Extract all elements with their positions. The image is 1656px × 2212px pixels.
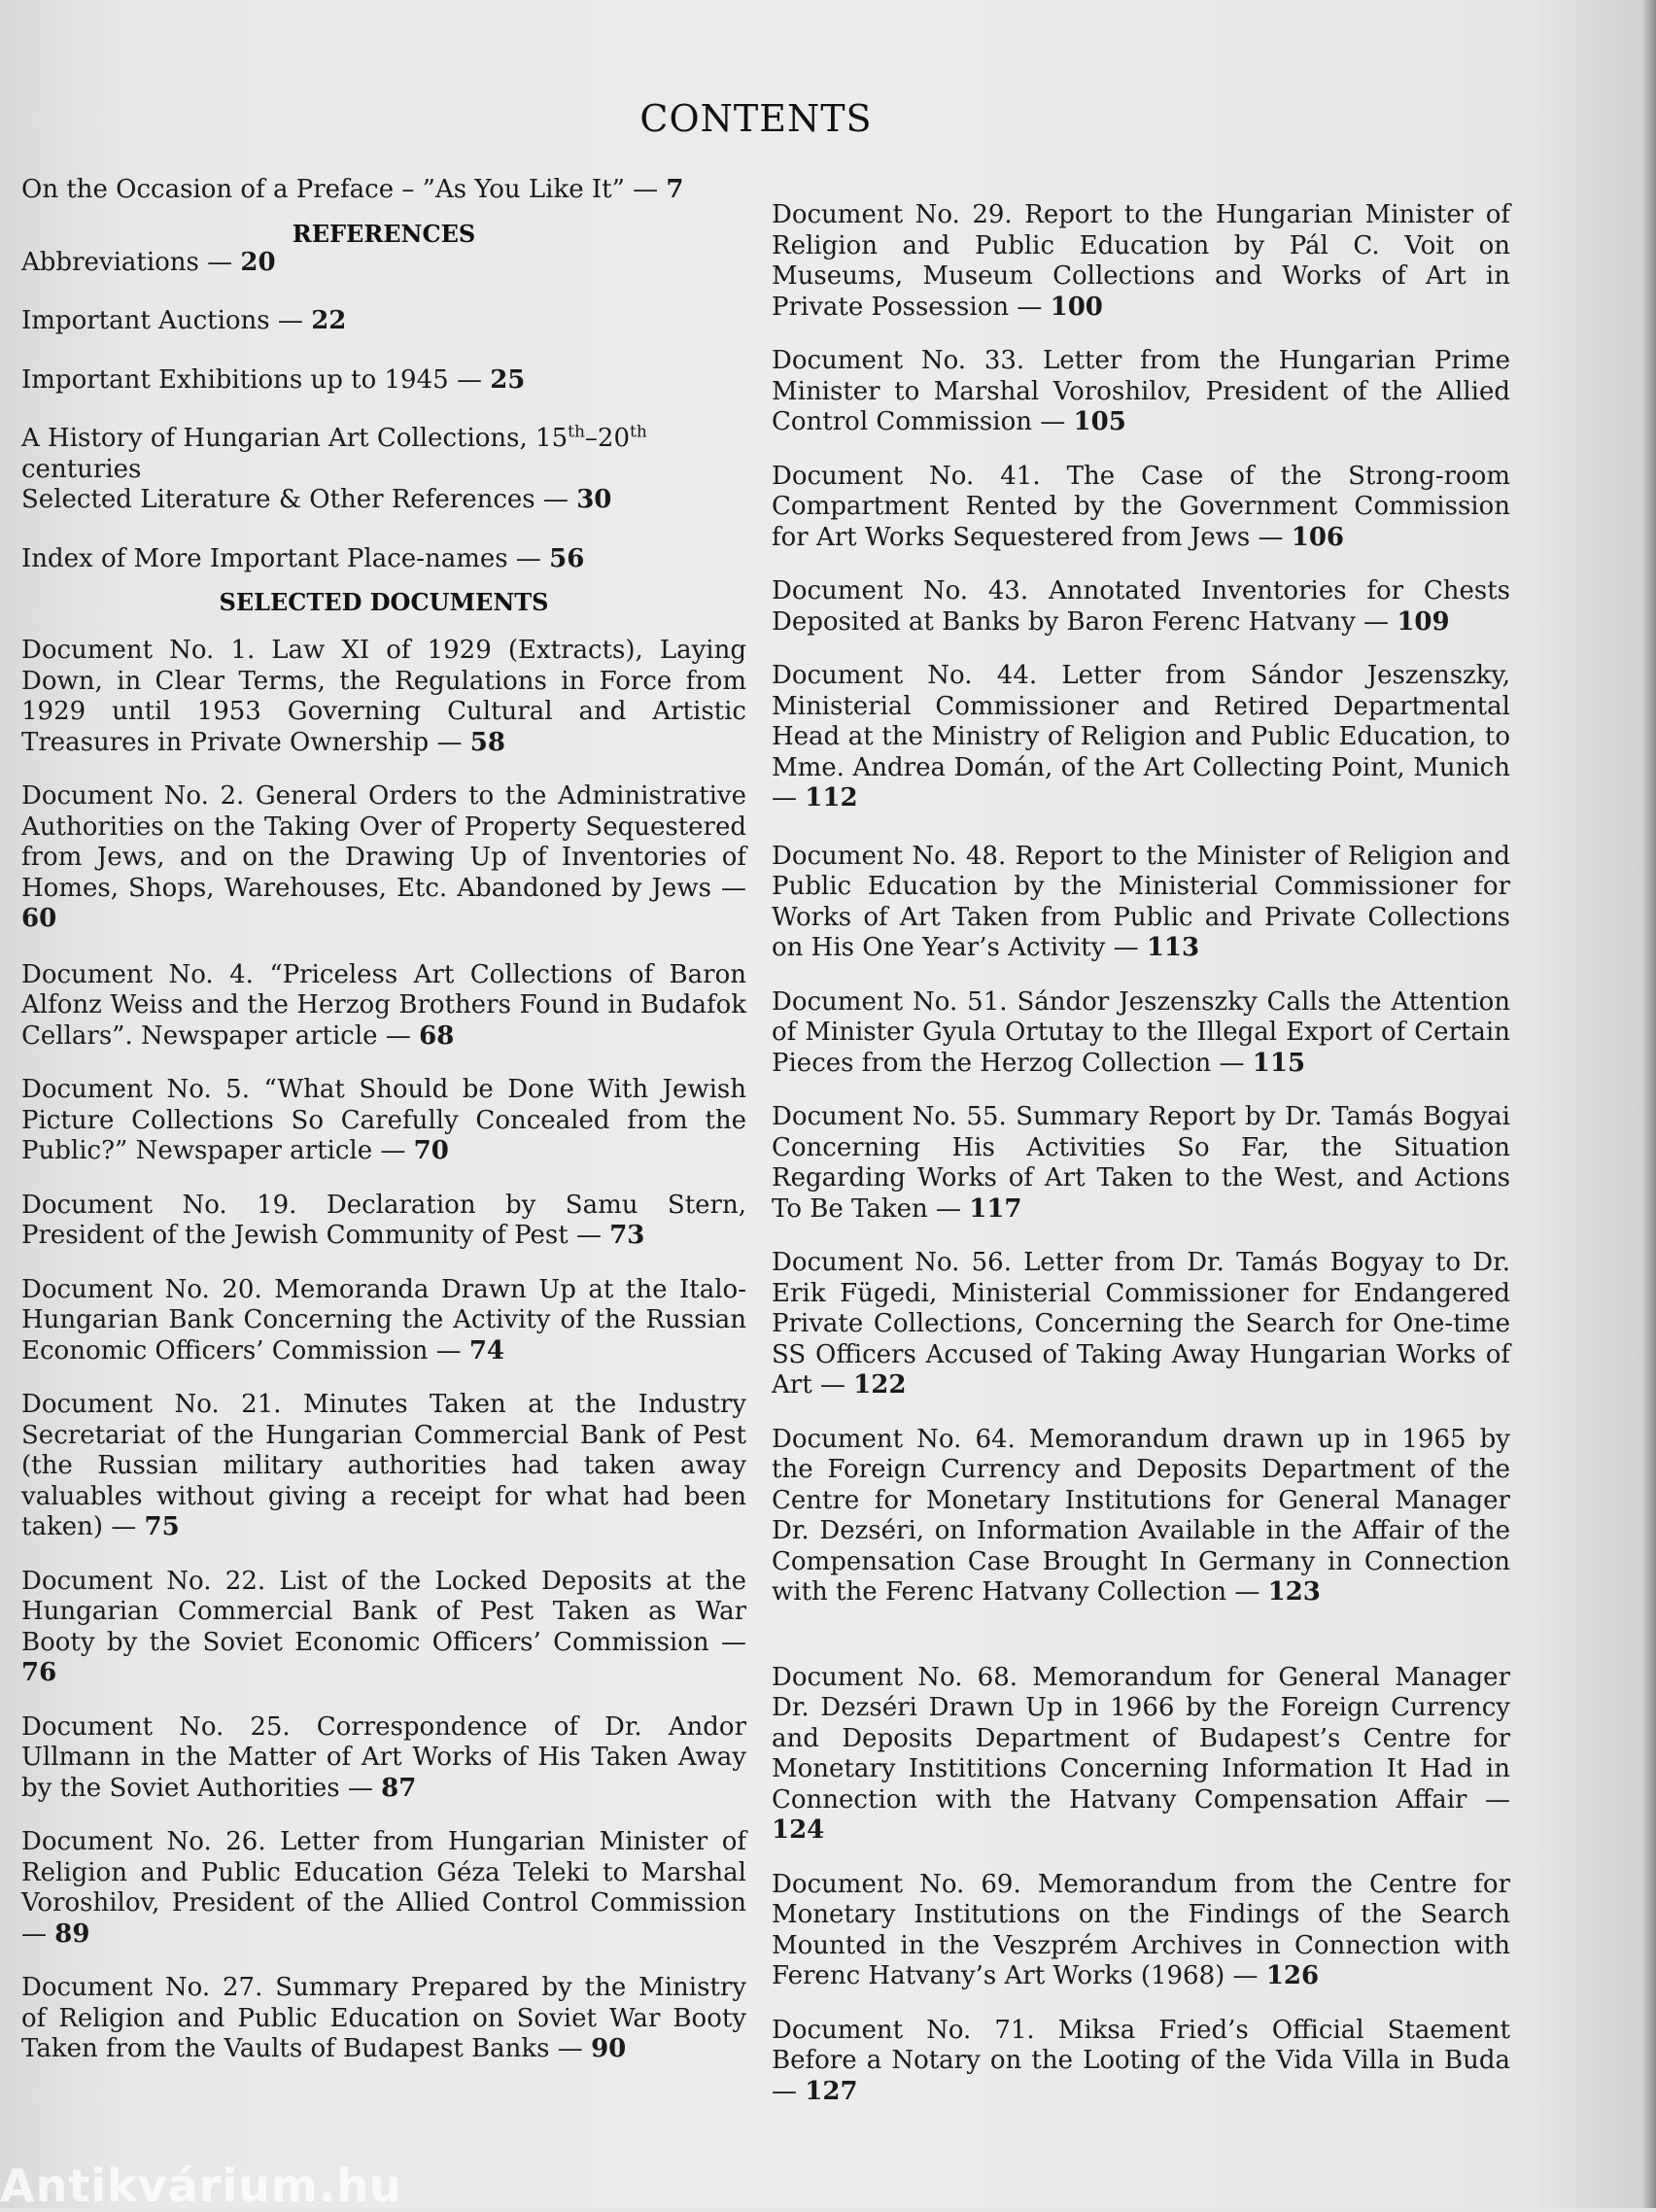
document-title: Document No. 41. The Case of the Strong-room Compartment Rented by the Government Commission for Art Works Sequestered from Jews — bbox=[772, 461, 1510, 552]
document-page-number: 113 bbox=[1146, 933, 1200, 962]
document-title: Document No. 71. Miksa Fried’s Official Staement Before a Notary on the Looting of the Vida Villa in Buda — bbox=[772, 2015, 1510, 2106]
document-title: Document No. 2. General Orders to the Administrative Authorities on the Taking Over of Property Sequestered from Jews, and on the Drawing Up of Inventories of Homes, Shops, Warehouses, Etc. Abandoned by Jews — bbox=[21, 781, 746, 903]
page-edge-shadow bbox=[1642, 0, 1656, 2208]
document-page-number: 73 bbox=[609, 1221, 645, 1250]
document-page-number: 68 bbox=[419, 1020, 455, 1051]
document-page-number: 58 bbox=[469, 727, 505, 757]
toc-document-entry bbox=[21, 960, 746, 1053]
document-title: Document No. 26. Letter from Hungarian Minister of Religion and Public Education Géza Teleki to Marshal Voroshilov, President of the Allied Control Commission — bbox=[21, 1827, 746, 1949]
selected-documents-heading: SELECTED DOCUMENTS bbox=[219, 588, 549, 616]
toc-document-entry bbox=[772, 987, 1510, 1080]
page-title: CONTENTS bbox=[639, 97, 873, 140]
history-entry: A History of Hungarian Art Collections, 15th–20th centuries Selected Literature & Other References — 30 bbox=[21, 422, 647, 514]
document-page-number: 122 bbox=[853, 1370, 907, 1400]
toc-document-entry bbox=[772, 1248, 1510, 1401]
references-entry-abbreviations: Abbreviations — 20 bbox=[21, 247, 276, 277]
toc-document-entry bbox=[772, 1102, 1510, 1225]
document-title: Document No. 29. Report to the Hungarian Minister of Religion and Public Education by Pál C. Voit on Museums, Museum Collections and Works of Art in Private Possession — bbox=[772, 200, 1510, 322]
document-title: Document No. 20. Memoranda Drawn Up at the Italo-Hungarian Bank Concerning the Activity of the Russian Economic Officers’ Commission — bbox=[21, 1274, 746, 1365]
toc-document-entry bbox=[772, 462, 1510, 554]
document-title: Document No. 33. Letter from the Hungarian Prime Minister to Marshal Voroshilov, President of the Allied Control Commission — bbox=[772, 346, 1510, 436]
preface-entry bbox=[21, 175, 746, 206]
document-title: Document No. 56. Letter from Dr. Tamás Bogyay to Dr. Erik Fügedi, Ministerial Commissioner for Endangered Private Collections, Concerning the Search for One-time SS Officers Accused of Taking Away Hungarian Works of Art — bbox=[772, 1248, 1510, 1400]
toc-document-entry bbox=[772, 1425, 1510, 1608]
document-title: Document No. 22. List of the Locked Deposits at the Hungarian Commercial Bank of Pest Taken as War Booty by the Soviet Economic Officers’ Commission — bbox=[21, 1566, 746, 1657]
document-page-number: 123 bbox=[1267, 1577, 1321, 1607]
document-title: Document No. 43. Annotated Inventories for Chests Deposited at Banks by Baron Ferenc Hatvany — bbox=[772, 576, 1510, 637]
right-document-list bbox=[772, 200, 1510, 2107]
document-page-number: 117 bbox=[969, 1193, 1022, 1224]
toc-document-entry bbox=[21, 1567, 746, 1689]
document-title: Document No. 19. Declaration by Samu Stern, President of the Jewish Community of Pest — bbox=[21, 1190, 746, 1250]
toc-document-entry bbox=[772, 1870, 1510, 1992]
document-title: Document No. 69. Memorandum from the Centre for Monetary Institutions on the Findings of the Search Mounted in the Veszprém Archives in Connection with Ferenc Hatvany’s Art Works (1968) — bbox=[772, 1869, 1510, 1990]
toc-document-entry bbox=[21, 636, 746, 758]
document-title: Document No. 68. Memorandum for General Manager Dr. Dezséri Drawn Up in 1966 by the Foreign Currency and Deposits Department of Budapest’s Centre for Monetary Instititions Concerning Information It Had in Connection with the Hatvany Compensation Affair — bbox=[772, 1662, 1510, 1815]
references-entry-auctions: Important Auctions — 22 bbox=[21, 306, 347, 335]
document-title: Document No. 21. Minutes Taken at the Industry Secretariat of the Hungarian Commercial Bank of Pest (the Russian military authorities had taken away valuables without giving a receipt for what had been taken) — bbox=[21, 1390, 746, 1541]
document-page-number: 112 bbox=[805, 783, 858, 812]
document-title: Document No. 44. Letter from Sándor Jeszenszky, Ministerial Commissioner and Retired Departmental Head at the Ministry of Religion and Public Education, to Mme. Andrea Domán, of the Art Collecting Point, Munich — bbox=[772, 661, 1510, 812]
preface-page: 7 bbox=[666, 175, 684, 204]
document-title: Document No. 4. “Priceless Art Collections of Baron Alfonz Weiss and the Herzog Brothers Found in Budafok Cellars”. Newspaper article — bbox=[21, 959, 746, 1051]
document-title: Document No. 27. Summary Prepared by the Ministry of Religion and Public Education on Soviet War Booty Taken from the Vaults of Budapest Banks — bbox=[21, 1973, 746, 2063]
toc-document-entry bbox=[21, 1390, 746, 1543]
toc-document-entry bbox=[772, 842, 1510, 964]
document-title: Document No. 25. Correspondence of Dr. Andor Ullmann in the Matter of Art Works of His Taken Away by the Soviet Authorities — bbox=[21, 1711, 746, 1803]
index-entry: Index of More Important Place-names — 56 bbox=[21, 543, 585, 573]
toc-document-entry bbox=[21, 781, 746, 935]
watermark-text: Antikvárium.hu bbox=[0, 2160, 402, 2212]
document-page-number: 124 bbox=[772, 1815, 825, 1845]
toc-document-entry bbox=[21, 1827, 746, 1950]
toc-document-entry bbox=[772, 1663, 1510, 1847]
document-title: Document No. 1. Law XI of 1929 (Extracts), Laying Down, in Clear Terms, the Regulations in Force from 1929 until 1953 Governing Cultural and Artistic Treasures in Private Ownership — bbox=[21, 636, 746, 757]
document-title: Document No. 48. Report to the Minister of Religion and Public Education by the Ministerial Commissioner for Works of Art Taken from Public and Private Collections on His One Year’s Activity — bbox=[772, 841, 1510, 962]
document-page-number: 76 bbox=[21, 1658, 57, 1687]
right-column bbox=[772, 200, 1510, 2107]
document-page-number: 100 bbox=[1050, 292, 1103, 322]
toc-document-entry bbox=[21, 1275, 746, 1367]
document-page-number: 105 bbox=[1073, 407, 1126, 436]
document-page-number: 89 bbox=[54, 1918, 90, 1949]
document-title: Document No. 5. “What Should be Done With Jewish Picture Collections So Carefully Concealed from the Public?” Newspaper article — bbox=[21, 1075, 746, 1165]
document-page-number: 60 bbox=[21, 904, 57, 933]
document-page-number: 87 bbox=[381, 1773, 417, 1803]
toc-document-entry bbox=[772, 576, 1510, 638]
references-heading: REFERENCES bbox=[292, 219, 476, 248]
document-page-number: 90 bbox=[591, 2034, 627, 2063]
left-column bbox=[21, 175, 746, 2065]
toc-document-entry bbox=[772, 2016, 1510, 2108]
document-title: Document No. 64. Memorandum drawn up in 1965 by the Foreign Currency and Deposits Department of the Centre for Monetary Institutions for General Manager Dr. Dezséri, on Information Available in the Affair of the Compensation Case Brought In Germany in Connection with the Ferenc Hatvany Collection — bbox=[772, 1424, 1510, 1607]
document-page-number: 109 bbox=[1397, 606, 1450, 637]
document-page-number: 70 bbox=[413, 1136, 449, 1165]
document-page-number: 106 bbox=[1291, 522, 1345, 552]
toc-document-entry bbox=[772, 346, 1510, 438]
document-page-number: 127 bbox=[805, 2076, 858, 2106]
toc-document-entry bbox=[21, 1075, 746, 1167]
document-page-number: 75 bbox=[144, 1512, 180, 1541]
toc-document-entry bbox=[772, 661, 1510, 814]
toc-document-entry bbox=[21, 1191, 746, 1252]
preface-text: On the Occasion of a Preface – ”As You Like It” — bbox=[21, 175, 659, 204]
document-page-number: 115 bbox=[1252, 1048, 1306, 1078]
toc-document-entry bbox=[772, 200, 1510, 323]
toc-document-entry bbox=[21, 1973, 746, 2065]
references-entry-exhibitions: Important Exhibitions up to 1945 — 25 bbox=[21, 364, 526, 395]
left-document-list bbox=[21, 636, 746, 2065]
document-page-number: 126 bbox=[1265, 1961, 1320, 1990]
document-page-number: 74 bbox=[468, 1335, 505, 1365]
document-title: Document No. 55. Summary Report by Dr. Tamás Bogyai Concerning His Activities So Far, the Situation Regarding Works of Art Taken to the West, and Actions To Be Taken — bbox=[772, 1102, 1510, 1224]
toc-document-entry bbox=[21, 1712, 746, 1805]
document-title: Document No. 51. Sándor Jeszenszky Calls the Attention of Minister Gyula Ortutay to the Illegal Export of Certain Pieces from the Herzog Collection — bbox=[772, 986, 1510, 1078]
